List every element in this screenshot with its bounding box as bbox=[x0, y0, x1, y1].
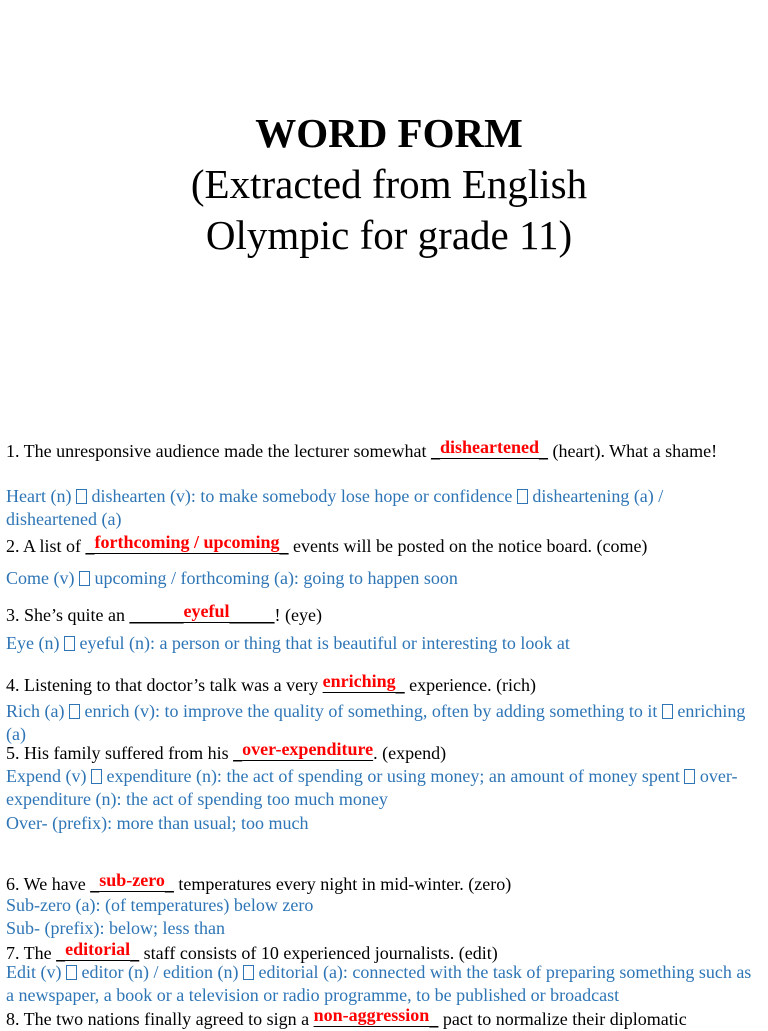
answer-blank-2: _forthcoming / upcoming_ bbox=[85, 532, 289, 556]
question-2: 2. A list of _forthcoming / upcoming_ events will be posted on the notice board. (come) bbox=[6, 532, 648, 556]
arrow-symbol-icon bbox=[662, 704, 673, 719]
explanation-5: Expend (v) expenditure (n): the act of spending or using money; an amount of money spent over-expenditure (n): the act of spending too much money bbox=[6, 766, 738, 809]
explanation-3: Eye (n) eyeful (n): a person or thing that is beautiful or interesting to look at bbox=[6, 633, 570, 653]
answer-blank-3: ______eyeful_____ bbox=[129, 601, 275, 625]
answer-3: eyeful bbox=[183, 601, 230, 621]
answer-blank-5: _over-expenditure bbox=[233, 739, 374, 763]
question-7: 7. The _editorial_ staff consists of 10 experienced journalists. (edit) bbox=[6, 939, 498, 963]
arrow-symbol-icon bbox=[684, 769, 695, 784]
answer-blank-6: _sub-zero_ bbox=[90, 870, 174, 894]
arrow-symbol-icon bbox=[69, 704, 80, 719]
explanation-2: Come (v) upcoming / forthcoming (a): going to happen soon bbox=[6, 568, 458, 588]
answer-blank-8: non-aggression_ bbox=[314, 1008, 439, 1029]
arrow-symbol-icon bbox=[76, 489, 87, 504]
arrow-symbol-icon bbox=[64, 636, 75, 651]
answer-2: forthcoming / upcoming bbox=[94, 532, 280, 552]
answer-1: disheartened bbox=[440, 437, 540, 457]
answer-6: sub-zero bbox=[99, 870, 165, 890]
explanation-6: Sub-zero (a): (of temperatures) below zero bbox=[6, 895, 314, 915]
answer-5: over-expenditure bbox=[242, 739, 374, 759]
title-subtitle-line1: (Extracted from English bbox=[190, 161, 588, 207]
question-5: 5. His family suffered from his _over-expenditure. (expend) bbox=[6, 739, 447, 763]
arrow-symbol-icon bbox=[243, 965, 254, 980]
question-6: 6. We have _sub-zero_ temperatures every night in mid-winter. (zero) bbox=[6, 870, 512, 894]
answer-blank-7: _editorial_ bbox=[56, 939, 140, 963]
answer-4: enriching bbox=[322, 671, 396, 691]
explanation-4: Rich (a) enrich (v): to improve the quality of something, often by adding something to it enriching (a) bbox=[6, 701, 746, 744]
arrow-symbol-icon bbox=[66, 965, 77, 980]
arrow-symbol-icon bbox=[517, 489, 528, 504]
explanation-1: Heart (n) dishearten (v): to make somebody lose hope or confidence disheartening (a) / disheartened (a) bbox=[6, 486, 664, 529]
answer-7: editorial bbox=[65, 939, 131, 959]
question-3: 3. She’s quite an ______eyeful_____! (eye) bbox=[6, 601, 322, 625]
answer-8: non-aggression bbox=[313, 1008, 430, 1025]
question-4: 4. Listening to that doctor’s talk was a very enriching_ experience. (rich) bbox=[6, 671, 537, 695]
title-subtitle-line2: Olympic for grade 11) bbox=[205, 212, 573, 258]
explanation-6-prefix: Sub- (prefix): below; less than bbox=[6, 918, 225, 938]
question-1: 1. The unresponsive audience made the lecturer somewhat _disheartened_ (heart). What a shame! bbox=[6, 437, 718, 461]
answer-blank-1: _disheartened_ bbox=[431, 437, 549, 461]
explanation-7: Edit (v) editor (n) / edition (n) editorial (a): connected with the task of preparing something such as a newspaper, a book or a television or radio programme, to be published or broadcast bbox=[6, 962, 752, 1005]
document-title bbox=[0, 108, 768, 261]
question-8: 8. The two nations finally agreed to sign a non-aggression_ pact to normalize their diplomatic bbox=[6, 1008, 764, 1031]
arrow-symbol-icon bbox=[79, 571, 90, 586]
arrow-symbol-icon bbox=[91, 769, 102, 784]
title-heading: WORD FORM bbox=[255, 110, 523, 156]
answer-blank-4: enriching_ bbox=[322, 671, 405, 695]
explanation-5-prefix: Over- (prefix): more than usual; too much bbox=[6, 813, 309, 833]
